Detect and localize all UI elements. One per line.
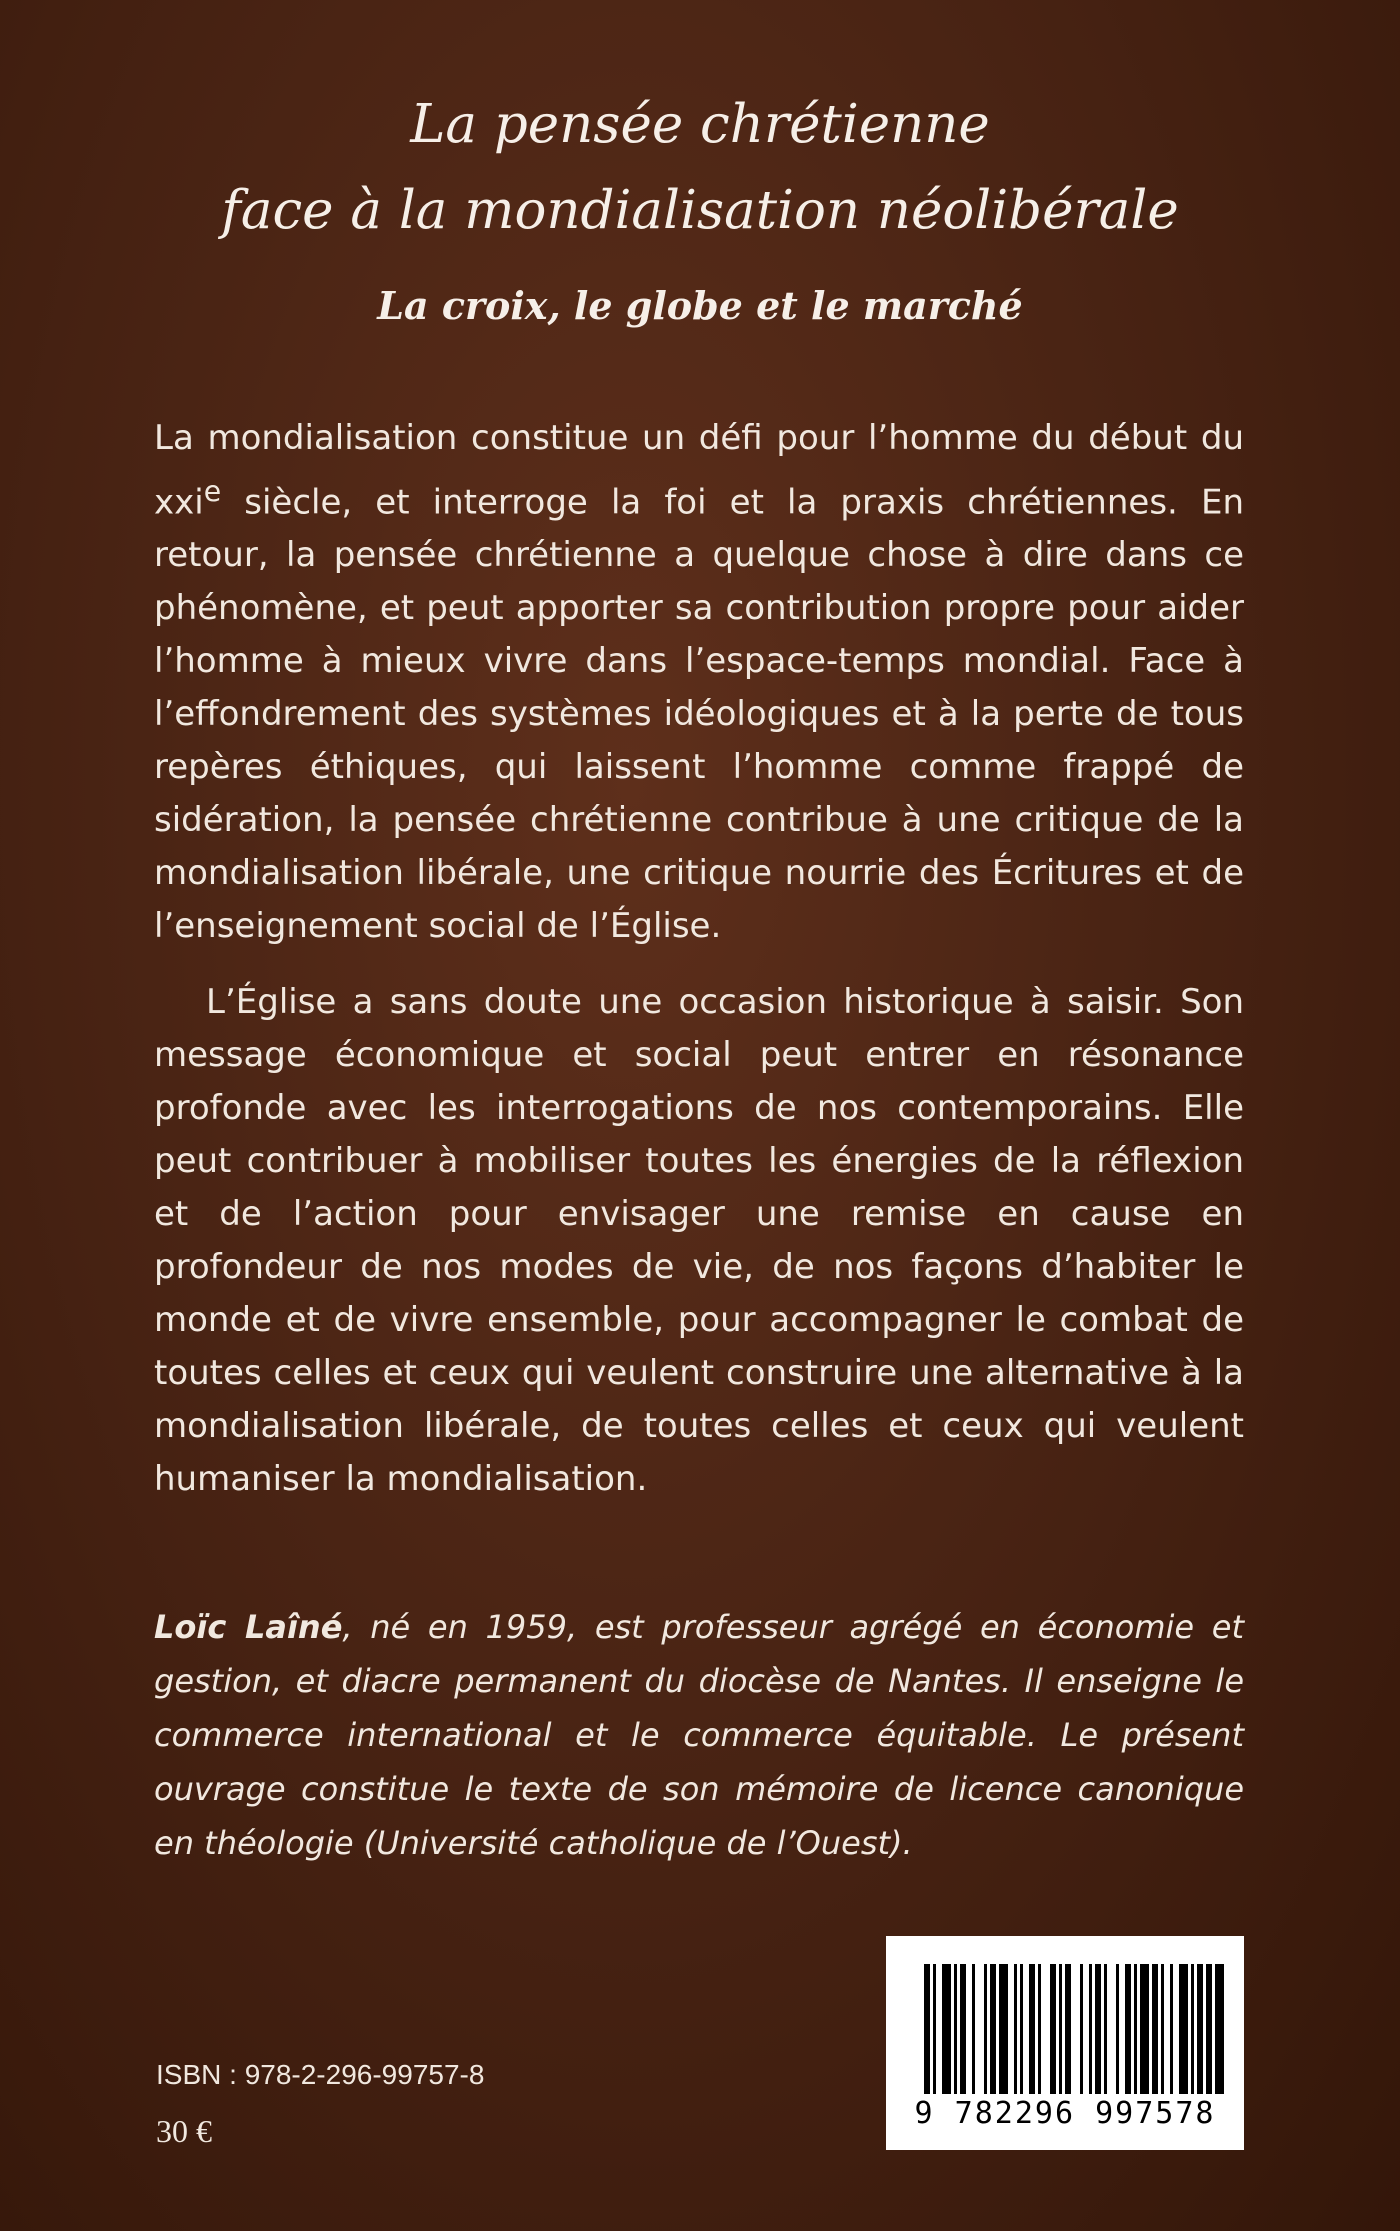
century-small-caps: xxi (154, 482, 204, 523)
author-bio-text: , né en 1959, est professeur agrégé en économie et gestion, et diacre permanent du diocèse de Nantes. Il enseigne le commerce international et le commerce équitable. Le présent ouvrage constitue le texte de son mémoire de licence canonique en théologie (Université catholique de l’Ouest). (154, 1608, 1245, 1862)
barcode-bar (1191, 1964, 1194, 2094)
barcode-bar (972, 1964, 975, 2094)
description-p1-part-a: La mondialisation constitue un défi pour l’homme du début du (154, 418, 1244, 458)
barcode-bar (1134, 1964, 1137, 2094)
barcode-bar (1080, 1964, 1083, 2094)
title-line-1: La pensée chrétienne (410, 94, 990, 155)
barcode-bar (1095, 1964, 1101, 2094)
description-p1-part-b: siècle, et interroge la foi et la praxis chrétiennes. En retour, la pensée chrétienne a quelque chose à dire dans ce phénomène, et peut apporter sa contribution propre pour aider l’homme à mieux vivre dans l’espace-temps mondial. Face à l’effondrement des systèmes idéologiques et à la perte de tous repères éthiques, qui laissent l’homme comme frappé de sidération, la pensée chrétienne contribue à une critique de la mondialisation libérale, une critique nourrie des Écritures et de l’enseignement social de l’Église. (154, 482, 1244, 947)
barcode-bar (954, 1964, 957, 2094)
barcode-bar (1206, 1964, 1212, 2094)
barcode-bar (1197, 1964, 1203, 2094)
barcode-bar (1104, 1964, 1107, 2094)
description-paragraph-2: L’Église a sans doute une occasion historique à saisir. Son message économique et social peut entrer en résonance profonde avec les interrogations de nos contemporains. Elle peut contribuer à mobiliser toutes les énergies de la réflexion et de l’action pour envisager une remise en cause en profondeur de nos modes de vie, de nos façons d’habiter le monde et de vivre ensemble, pour accompagner le combat de toutes celles et ceux qui veulent construire une alternative à la mondialisation libérale, de toutes celles et ceux qui veulent humaniser la mondialisation. (154, 982, 1244, 1499)
barcode-bar (1152, 1964, 1158, 2094)
barcode-bar (933, 1964, 936, 2094)
barcode-bar (1170, 1964, 1173, 2094)
price: 30 € (156, 2113, 212, 2149)
barcode-bar (1029, 1964, 1035, 2094)
barcode-bar (924, 1964, 930, 2094)
barcode-bar (1038, 1964, 1041, 2094)
barcode-bar (1179, 1964, 1188, 2094)
barcode-bar (1215, 1964, 1224, 2094)
description-paragraph-1 (154, 412, 1244, 953)
barcode-bar (1161, 1964, 1164, 2094)
barcode-bar (1059, 1964, 1062, 2094)
barcode-bar (990, 1964, 996, 2094)
barcode-bar (1125, 1964, 1131, 2094)
title-line-2: face à la mondialisation néolibérale (221, 180, 1179, 241)
barcode-bar (1050, 1964, 1056, 2094)
subtitle: La croix, le globe et le marché (377, 283, 1023, 328)
barcode-bar (1065, 1964, 1071, 2094)
century-superscript: e (203, 475, 222, 508)
barcode-bar (960, 1964, 966, 2094)
barcode-bar (984, 1964, 987, 2094)
isbn: ISBN : 978-2-296-99757-8 (156, 2059, 485, 2090)
barcode-bar (1014, 1964, 1017, 2094)
barcode-bar (1140, 1964, 1149, 2094)
author-bio (154, 1600, 1244, 1870)
barcode-bar (999, 1964, 1008, 2094)
barcode-bar (1020, 1964, 1023, 2094)
barcode-bar (1116, 1964, 1119, 2094)
barcode-bar (942, 1964, 951, 2094)
barcode-bar (1089, 1964, 1092, 2094)
author-name: Loïc Laîné (154, 1608, 343, 1646)
barcode (886, 1936, 1244, 2150)
barcode-digits: 9 782296 997578 (914, 2096, 1216, 2131)
